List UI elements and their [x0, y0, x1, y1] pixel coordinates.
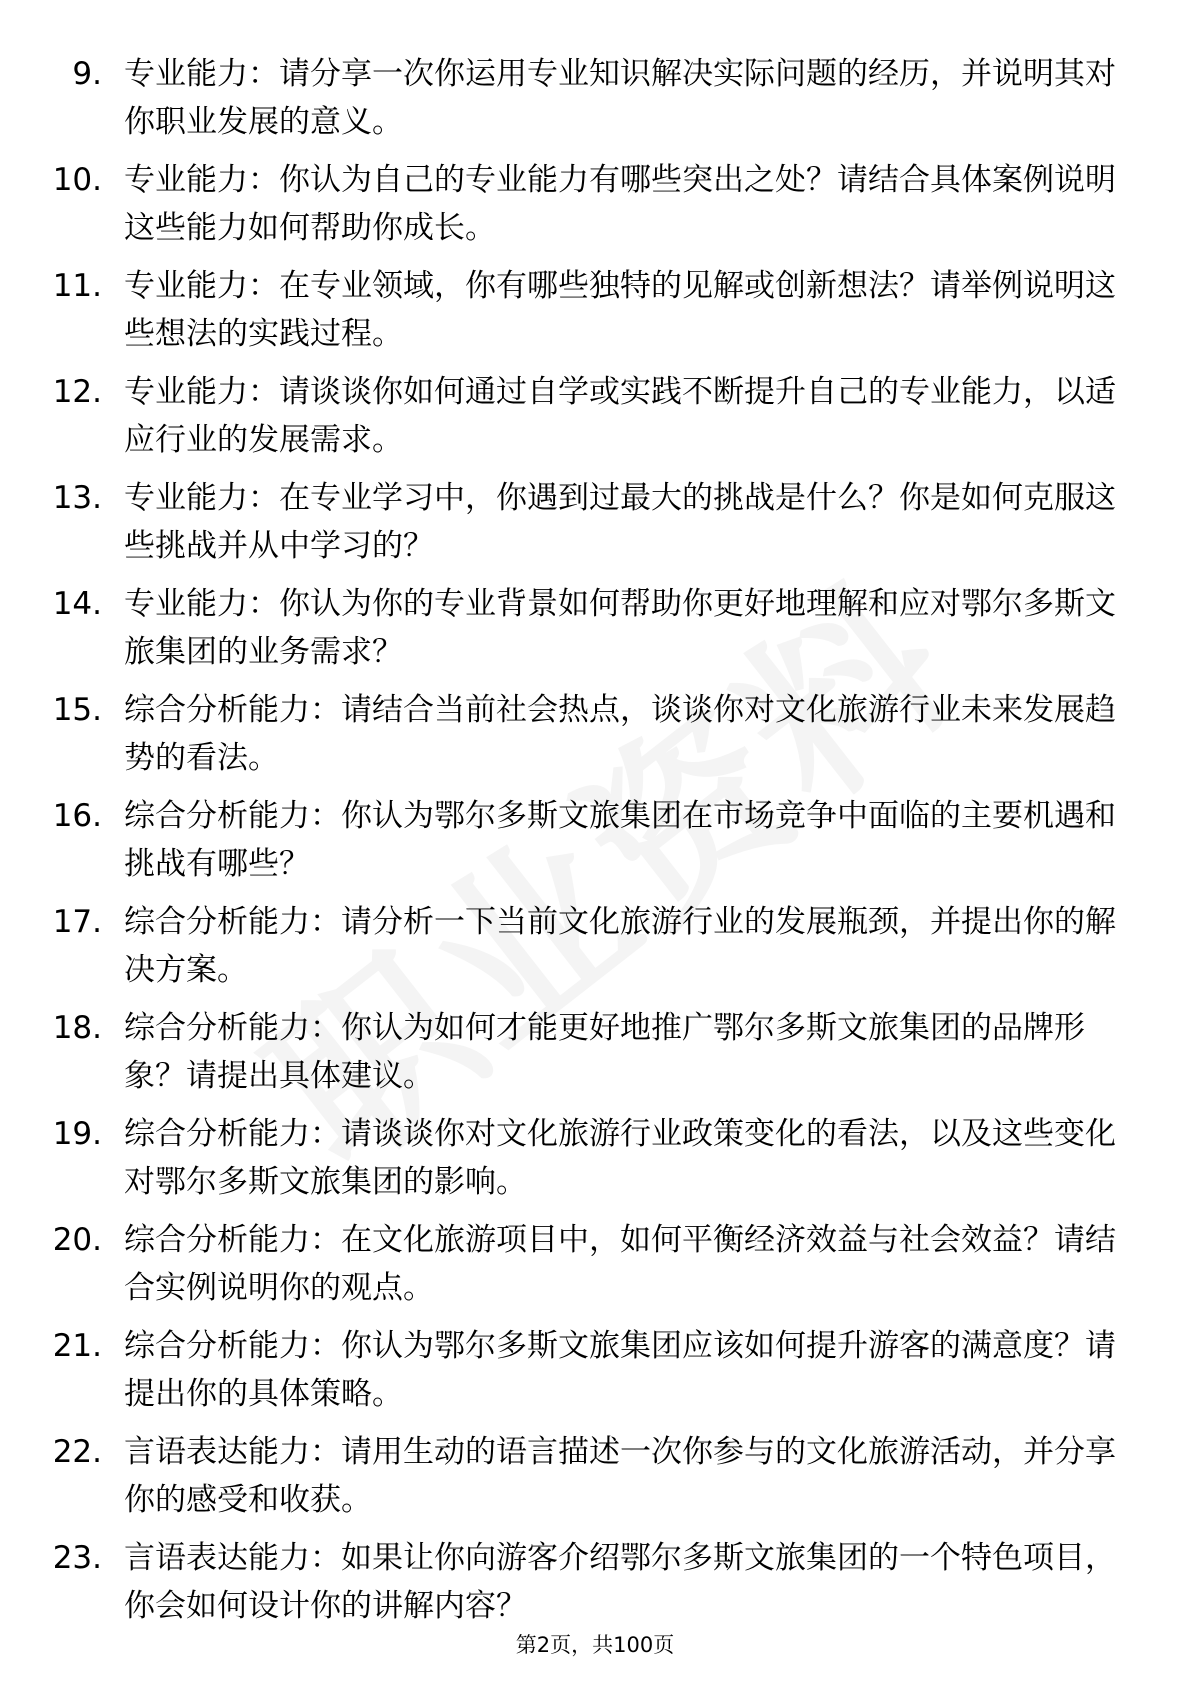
page-footer: 第2页，共100页	[515, 1633, 675, 1657]
list-item	[0, 368, 1190, 474]
list-item	[0, 1428, 1190, 1534]
question-number: 23.	[52, 1540, 102, 1576]
question-number: 19.	[52, 1116, 102, 1152]
question-number: 21.	[52, 1328, 102, 1364]
question-text: 综合分析能力：请谈谈你对文化旅游行业政策变化的看法，以及这些变化对鄂尔多斯文旅集团的影响。	[124, 1116, 1116, 1200]
list-item	[0, 1534, 1190, 1640]
question-number: 10.	[52, 162, 102, 198]
question-number: 12.	[52, 374, 102, 410]
list-item	[0, 50, 1190, 156]
question-text: 专业能力：你认为自己的专业能力有哪些突出之处？请结合具体案例说明这些能力如何帮助你成长。	[124, 162, 1116, 246]
question-number: 16.	[52, 798, 102, 834]
question-text: 综合分析能力：请结合当前社会热点，谈谈你对文化旅游行业未来发展趋势的看法。	[124, 692, 1116, 776]
list-item	[0, 1004, 1190, 1110]
question-list	[0, 50, 1190, 1640]
question-number: 17.	[52, 904, 102, 940]
list-item	[0, 580, 1190, 686]
list-item	[0, 1322, 1190, 1428]
list-item	[0, 262, 1190, 368]
question-number: 20.	[52, 1222, 102, 1258]
list-item	[0, 1110, 1190, 1216]
question-number: 18.	[52, 1010, 102, 1046]
question-text: 专业能力：在专业学习中，你遇到过最大的挑战是什么？你是如何克服这些挑战并从中学习的？	[124, 480, 1116, 564]
question-number: 14.	[52, 586, 102, 622]
question-number: 11.	[52, 268, 102, 304]
question-text: 专业能力：请分享一次你运用专业知识解决实际问题的经历，并说明其对你职业发展的意义。	[124, 56, 1116, 140]
question-number: 22.	[52, 1434, 102, 1470]
list-item	[0, 156, 1190, 262]
list-item	[0, 792, 1190, 898]
list-item	[0, 898, 1190, 1004]
question-text: 综合分析能力：你认为鄂尔多斯文旅集团应该如何提升游客的满意度？请提出你的具体策略。	[124, 1328, 1116, 1412]
question-text: 综合分析能力：请分析一下当前文化旅游行业的发展瓶颈，并提出你的解决方案。	[124, 904, 1116, 988]
question-text: 综合分析能力：你认为如何才能更好地推广鄂尔多斯文旅集团的品牌形象？请提出具体建议。	[124, 1010, 1085, 1094]
question-text: 专业能力：你认为你的专业背景如何帮助你更好地理解和应对鄂尔多斯文旅集团的业务需求？	[124, 586, 1116, 670]
list-item	[0, 686, 1190, 792]
question-text: 专业能力：在专业领域，你有哪些独特的见解或创新想法？请举例说明这些想法的实践过程。	[124, 268, 1116, 352]
question-number: 15.	[52, 692, 102, 728]
question-number: 9.	[72, 56, 102, 92]
question-text: 言语表达能力：如果让你向游客介绍鄂尔多斯文旅集团的一个特色项目，你会如何设计你的讲解内容？	[124, 1540, 1116, 1624]
question-text: 言语表达能力：请用生动的语言描述一次你参与的文化旅游活动，并分享你的感受和收获。	[124, 1434, 1116, 1518]
question-text: 综合分析能力：你认为鄂尔多斯文旅集团在市场竞争中面临的主要机遇和挑战有哪些？	[124, 798, 1116, 882]
list-item	[0, 474, 1190, 580]
question-text: 综合分析能力：在文化旅游项目中，如何平衡经济效益与社会效益？请结合实例说明你的观点。	[124, 1222, 1116, 1306]
question-text: 专业能力：请谈谈你如何通过自学或实践不断提升自己的专业能力，以适应行业的发展需求。	[124, 374, 1116, 458]
question-number: 13.	[52, 480, 102, 516]
list-item	[0, 1216, 1190, 1322]
